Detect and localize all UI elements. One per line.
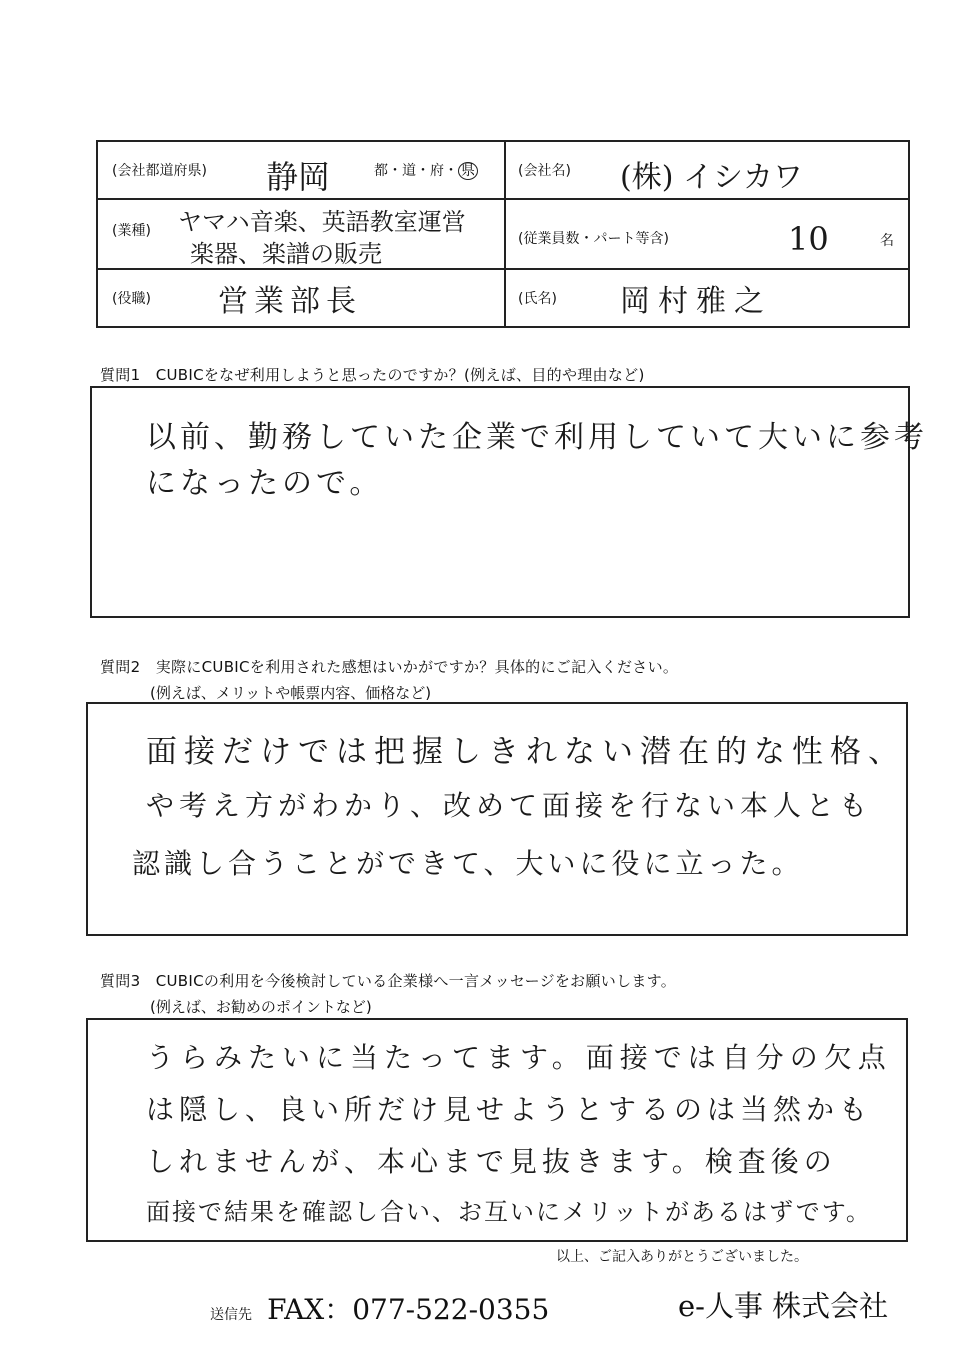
q2-title: 質問2 実際にCUBICを利用された感想はいかがですか？具体的にご記入ください。	[100, 658, 679, 676]
prefecture-suffix: 都・道・府・ 県	[374, 160, 478, 180]
q3-title: 質問3 CUBICの利用を今後検討している企業様へ一言メッセージをお願いします。	[100, 972, 677, 990]
table-divider-row1	[98, 198, 908, 200]
industry-value-line1: ヤマハ音楽、英語教室運営	[178, 208, 466, 236]
company-label: (会社名)	[518, 163, 571, 179]
employees-unit: 名	[880, 233, 894, 249]
info-table	[96, 140, 910, 328]
fax-number: FAX：077-522-0355	[267, 1293, 550, 1326]
q2-answer-line-3: 認識し合うことができて、大いに役に立った。	[132, 847, 804, 880]
industry-label: (業種)	[112, 223, 151, 239]
thanks-note: 以上、ご記入ありがとうございました。	[556, 1249, 808, 1265]
q1-answer-line-1: 以前、勤務していた企業で利用していて大いに参考	[146, 420, 928, 455]
position-label: (役職)	[112, 291, 151, 307]
prefecture-value: 静岡	[266, 158, 331, 196]
q3-answer-line-4: 面接で結果を確認し合い、お互いにメリットがあるはずです。	[146, 1198, 872, 1226]
prefecture-suffix-text: 都・道・府	[374, 163, 444, 179]
q3-answer-line-1: うらみたいに当たってます。面接では自分の欠点	[146, 1041, 892, 1074]
q2-answer-box	[86, 702, 908, 936]
company-value: (株) イシカワ	[620, 160, 803, 195]
q3-answer-box	[86, 1018, 908, 1242]
company-name-footer: e-人事 株式会社	[678, 1289, 889, 1323]
employees-label: (従業員数・パート等含)	[518, 231, 669, 247]
q1-answer-line-2: になったので。	[146, 466, 384, 501]
name-label: (氏名)	[518, 291, 557, 307]
name-value: 岡村雅之	[620, 284, 772, 319]
q2-answer-line-1: 面接だけでは把握しきれない潜在的な性格、	[146, 734, 906, 770]
industry-value-line2: 楽器、楽譜の販売	[190, 240, 382, 268]
q2-answer-line-2: や考え方がわかり、改めて面接を行ない本人とも	[146, 789, 873, 822]
q2-subtitle: (例えば、メリットや帳票内容、価格など)	[150, 684, 432, 702]
table-divider-vertical	[504, 142, 506, 326]
position-value: 営業部長	[218, 284, 362, 319]
fax-line	[210, 1288, 549, 1328]
prefecture-ken-circled: 県	[458, 162, 478, 180]
q1-title: 質問1 CUBICをなぜ利用しようと思ったのですか？(例えば、目的や理由など)	[100, 366, 645, 384]
q3-answer-line-2: は隠し、良い所だけ見せようとするのは当然かも	[146, 1093, 873, 1126]
q3-answer-line-3: しれませんが、本心まで見抜きます。検査後の	[146, 1145, 837, 1178]
fax-destination-label: 送信先	[210, 1307, 252, 1323]
q3-subtitle: (例えば、お勧めのポイントなど)	[150, 998, 372, 1016]
q1-answer-box	[90, 386, 928, 618]
employees-value: 10	[788, 220, 829, 258]
prefecture-label: (会社都道府県)	[112, 163, 207, 179]
